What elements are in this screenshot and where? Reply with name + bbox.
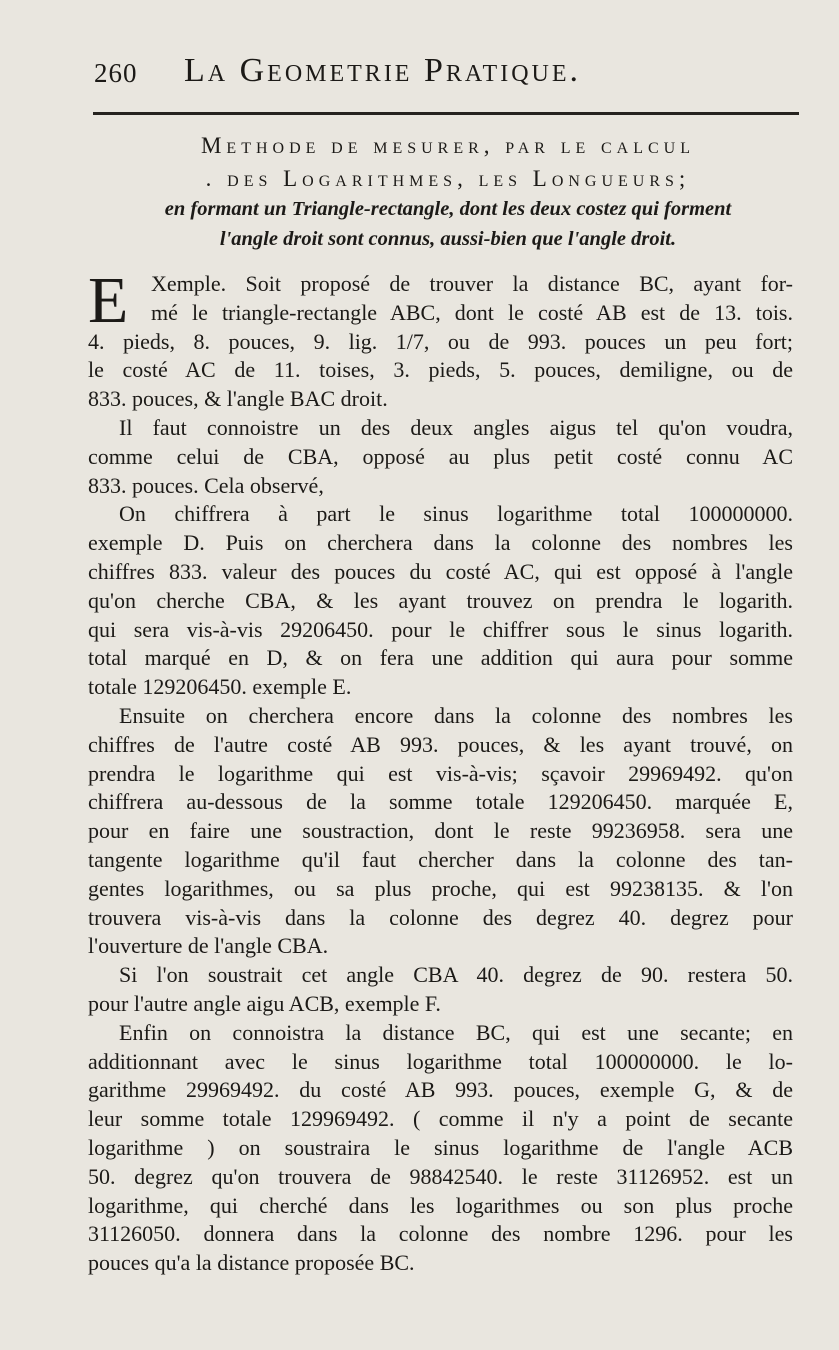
text-line: 31126050. donnera dans la colonne des nombre 1296. pour les <box>88 1221 793 1247</box>
section-subtitle-line-1: en formant un Triangle-rectangle, dont les deux costez qui forment <box>164 198 732 220</box>
text-line: additionnant avec le sinus logarithme total 100000000. le lo- <box>88 1048 793 1074</box>
section-subtitle-line-2: l'angle droit sont connus, aussi-bien que l'angle droit. <box>219 228 677 250</box>
text-line: prendra le logarithme qui est vis-à-vis; sçavoir 29969492. qu'on <box>88 760 793 786</box>
text-line: chiffrera au-dessous de la somme totale 129206450. marquée E, <box>88 789 793 815</box>
text-line: pour en faire une soustraction, dont le reste 99236958. sera une <box>88 818 793 844</box>
text-line: leur somme totale 129969492. ( comme il n'y a point de secante <box>88 1106 793 1132</box>
text-line: Ensuite on cherchera encore dans la colonne des nombres les <box>119 702 793 728</box>
text-line: chiffres de l'autre costé AB 993. pouces, & les ayant trouvé, on <box>88 731 793 757</box>
text-line: 833. pouces, & l'angle BAC droit. <box>88 386 388 412</box>
text-line: Enfin on connoistra la distance BC, qui est une secante; en <box>119 1019 793 1045</box>
text-line: gentes logarithmes, ou sa plus proche, qui est 99238135. & l'on <box>88 875 793 901</box>
text-line: garithme 29969492. du costé AB 993. pouces, exemple G, & de <box>88 1077 793 1103</box>
text-line: qu'on cherche CBA, & les ayant trouvez on prendra le logarith. <box>88 587 793 613</box>
text-line: tangente logarithme qu'il faut chercher dans la colonne des tan- <box>88 846 793 872</box>
text-line: mé le triangle-rectangle ABC, dont le costé AB est de 13. tois. <box>151 299 793 325</box>
text-line: pouces qu'a la distance proposée BC. <box>88 1250 415 1276</box>
text-line: Si l'on soustrait cet angle CBA 40. degrez de 90. restera 50. <box>119 962 793 988</box>
text-line: Il faut connoistre un des deux angles aigus tel qu'on voudra, <box>119 414 793 440</box>
section-title-line-1: Methode de mesurer, par le calcul <box>200 133 696 158</box>
text-line: Xemple. Soit proposé de trouver la distance BC, ayant for- <box>151 271 793 296</box>
text-line: trouvera vis-à-vis dans la colonne des degrez 40. degrez pour <box>88 904 793 930</box>
text-line: chiffres 833. valeur des pouces du costé AC, qui est opposé à l'angle <box>88 558 793 584</box>
text-line: comme celui de CBA, opposé au plus petit costé connu AC <box>88 443 793 469</box>
text-line: 4. pieds, 8. pouces, 9. lig. 1/7, ou de 993. pouces un peu fort; <box>88 328 793 354</box>
page-number: 260 <box>94 58 138 88</box>
header-rule <box>93 112 799 115</box>
text-line: qui sera vis-à-vis 29206450. pour le chiffrer sous le sinus logarith. <box>88 616 793 642</box>
text-line: total marqué en D, & on fera une addition qui aura pour somme <box>88 645 793 671</box>
running-title: La Geometrie Pratique. <box>184 52 582 89</box>
body-text <box>88 264 793 1278</box>
section-title-line-2: . des Logarithmes, les Longueurs; <box>205 166 691 191</box>
running-header <box>94 52 799 98</box>
text-line: totale 129206450. exemple E. <box>88 674 352 700</box>
text-line: le costé AC de 11. toises, 3. pieds, 5. pouces, demiligne, ou de <box>88 357 793 383</box>
text-line: logarithme, qui cherché dans les logarithmes ou son plus proche <box>88 1192 793 1218</box>
text-line: On chiffrera à part le sinus logarithme total 100000000. <box>119 501 793 527</box>
text-line: 833. pouces. Cela observé, <box>88 472 324 498</box>
text-line: l'ouverture de l'angle CBA. <box>88 933 329 959</box>
text-line: logarithme ) on soustraira le sinus logarithme de l'angle ACB <box>88 1134 793 1160</box>
text-line: pour l'autre angle aigu ACB, exemple F. <box>88 990 441 1016</box>
text-line: exemple D. Puis on cherchera dans la colonne des nombres les <box>88 530 793 556</box>
drop-cap: E <box>88 264 129 337</box>
text-line: 50. degrez qu'on trouvera de 98842540. le reste 31126952. est un <box>88 1163 793 1189</box>
